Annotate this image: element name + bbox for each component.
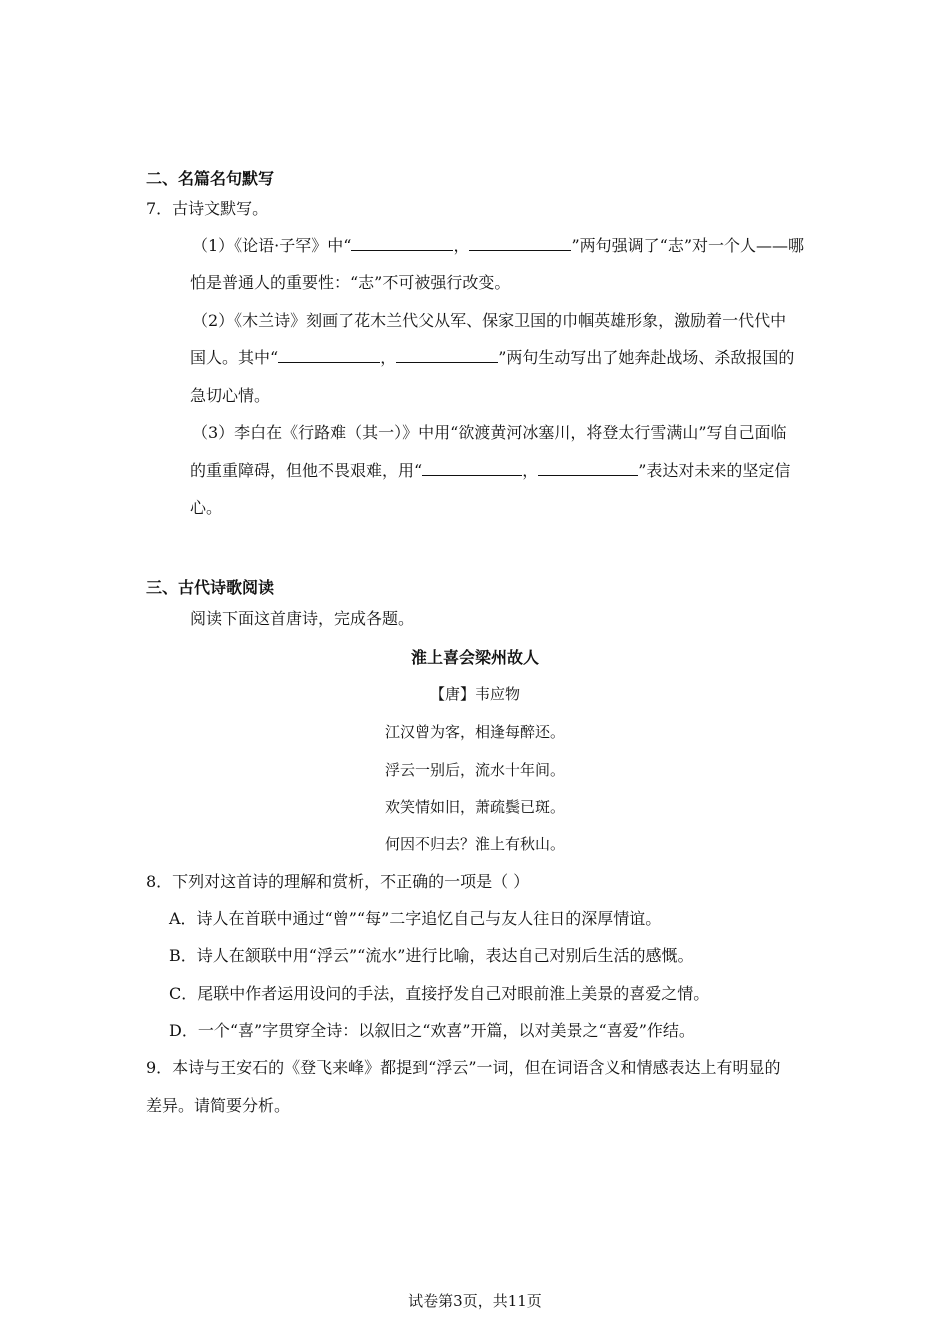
option-c: C．尾联中作者运用设问的手法，直接抒发自己对眼前淮上美景的喜爱之情。 xyxy=(169,984,710,1003)
answer-blank xyxy=(396,348,498,363)
q7-p3-text-c: ”表达对未来的坚定信 xyxy=(638,461,791,480)
poem-line: 欢笑情如旧，萧疏鬓已斑。 xyxy=(384,798,565,816)
poem-line: 何因不归去？淮上有秋山。 xyxy=(384,835,565,853)
question-8-stem: 8．下列对这首诗的理解和赏析，不正确的一项是（ ） xyxy=(146,872,530,891)
question-9-line1: 9．本诗与王安石的《登飞来峰》都提到“浮云”一词，但在词语含义和情感表达上有明显的 xyxy=(146,1058,781,1077)
poem-title: 淮上喜会梁州故人 xyxy=(410,648,539,667)
question-7-stem: 7．古诗文默写。 xyxy=(146,199,269,218)
option-b: B．诗人在颔联中用“浮云”“流水”进行比喻，表达自己对别后生活的感慨。 xyxy=(169,946,694,965)
reading-intro: 阅读下面这首唐诗，完成各题。 xyxy=(190,609,415,628)
q7-p2-text-a: 国人。其中“ xyxy=(190,348,279,367)
question-7-part-3 xyxy=(190,461,790,481)
poem-line: 江汉曾为客，相逢每醉还。 xyxy=(384,723,565,741)
q7-p2-text-b: ， xyxy=(380,348,397,367)
poem-author: 【唐】韦应物 xyxy=(429,685,520,703)
q7-p3-line1: （3）李白在《行路难（其一）》中用“欲渡黄河冰塞川，将登太行雪满山”写自己面临 xyxy=(192,423,787,442)
q7-p2-line1: （2）《木兰诗》刻画了花木兰代父从军、保家卫国的巾帼英雄形象，激励着一代代中 xyxy=(192,311,787,330)
question-7-part-1 xyxy=(192,236,804,256)
q7-p1-text-c: ”两句强调了“志”对一个人——哪 xyxy=(571,236,805,255)
answer-blank xyxy=(469,236,571,251)
q7-p2-text-c: ”两句生动写出了她奔赴战场、杀敌报国的 xyxy=(498,348,795,367)
answer-blank xyxy=(278,348,380,363)
q7-p3-text-a: 的重重障碍，但他不畏艰难，用“ xyxy=(190,461,423,480)
question-9-line2: 差异。请简要分析。 xyxy=(146,1096,291,1115)
q7-p1-line2: 怕是普通人的重要性：“志”不可被强行改变。 xyxy=(190,273,511,292)
section-heading-3: 三、古代诗歌阅读 xyxy=(146,578,275,597)
page-footer: 试卷第3页，共11页 xyxy=(408,1292,542,1310)
answer-blank xyxy=(538,461,638,476)
q7-p3-line3: 心。 xyxy=(190,498,223,517)
q7-p2-line3: 急切心情。 xyxy=(190,386,271,405)
q7-p3-text-b: ， xyxy=(522,461,539,480)
question-7-part-2 xyxy=(190,348,794,368)
q7-p1-text-a: （1）《论语·子罕》中“ xyxy=(192,236,352,255)
poem-line: 浮云一别后，流水十年间。 xyxy=(384,761,565,779)
section-heading-2: 二、名篇名句默写 xyxy=(146,169,275,188)
option-d: D．一个“喜”字贯穿全诗：以叙旧之“欢喜”开篇，以对美景之“喜爱”作结。 xyxy=(169,1021,695,1040)
answer-blank xyxy=(351,236,453,251)
q7-p1-text-b: ， xyxy=(453,236,470,255)
option-a: A．诗人在首联中通过“曾”“每”二字追忆自己与友人往日的深厚情谊。 xyxy=(169,909,662,928)
answer-blank xyxy=(422,461,522,476)
